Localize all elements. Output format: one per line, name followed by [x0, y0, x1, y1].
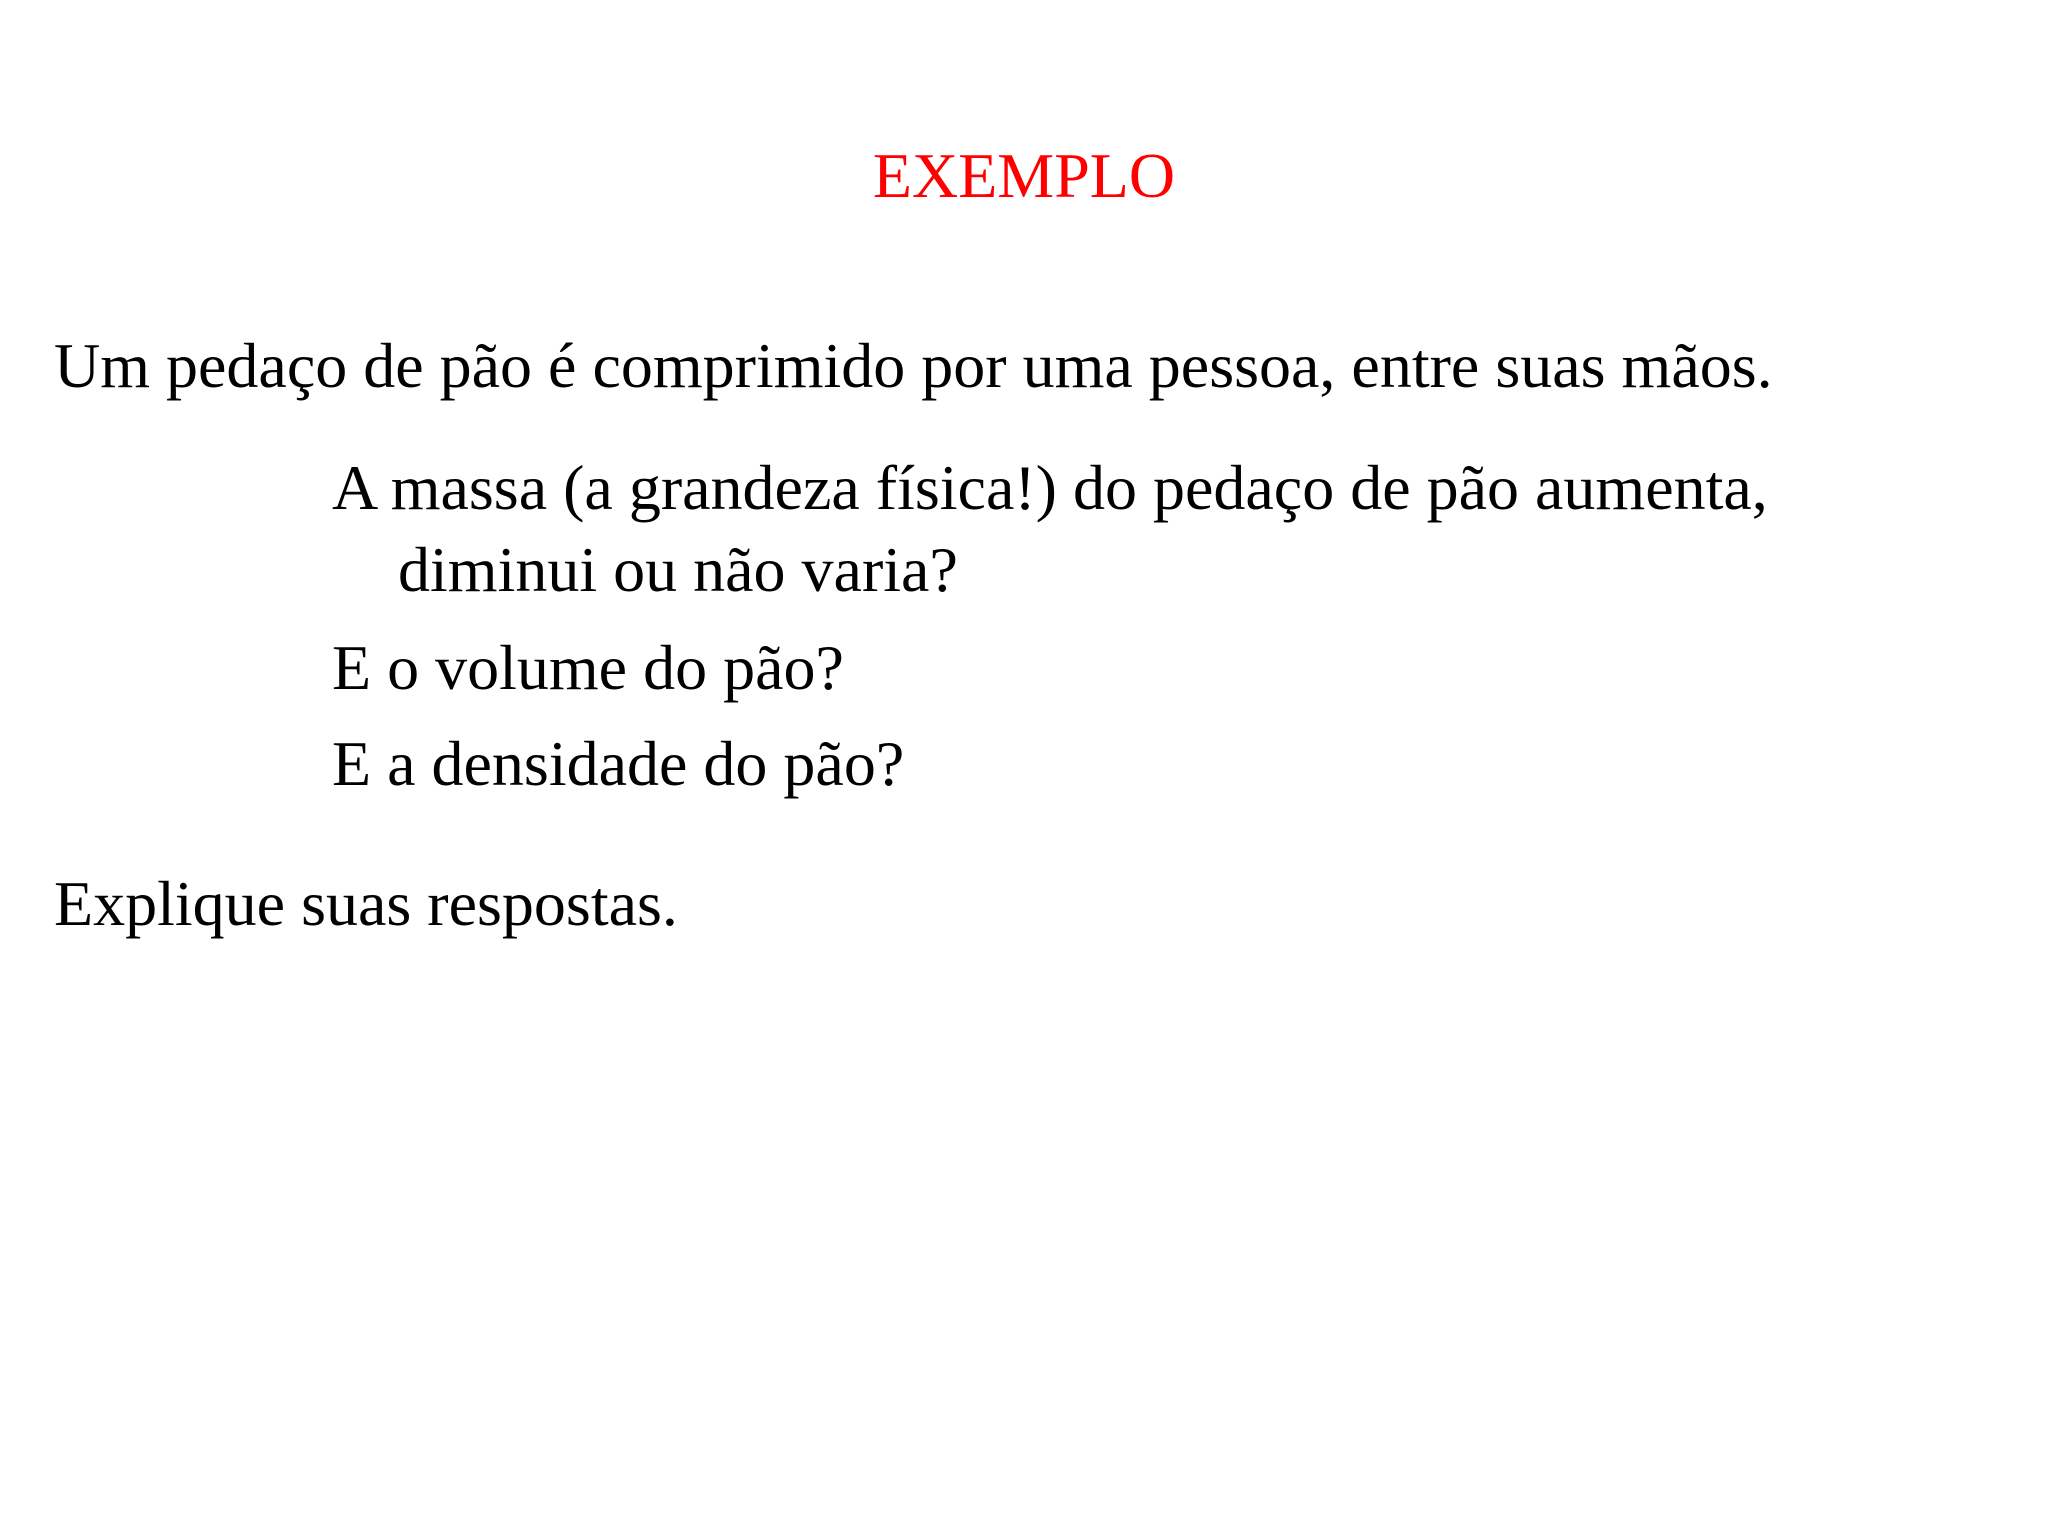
question-mass-continuation: diminui ou não varia?	[398, 534, 958, 605]
slide-title: EXEMPLO	[872, 140, 1176, 211]
question-density: E a densidade do pão?	[332, 728, 905, 799]
question-mass: A massa (a grandeza física!) do pedaço de pão aumenta,	[332, 452, 1768, 523]
closing-instruction: Explique suas respostas.	[54, 868, 678, 939]
question-volume: E o volume do pão?	[332, 632, 844, 703]
intro-statement: Um pedaço de pão é comprimido por uma pessoa, entre suas mãos.	[54, 330, 1773, 401]
